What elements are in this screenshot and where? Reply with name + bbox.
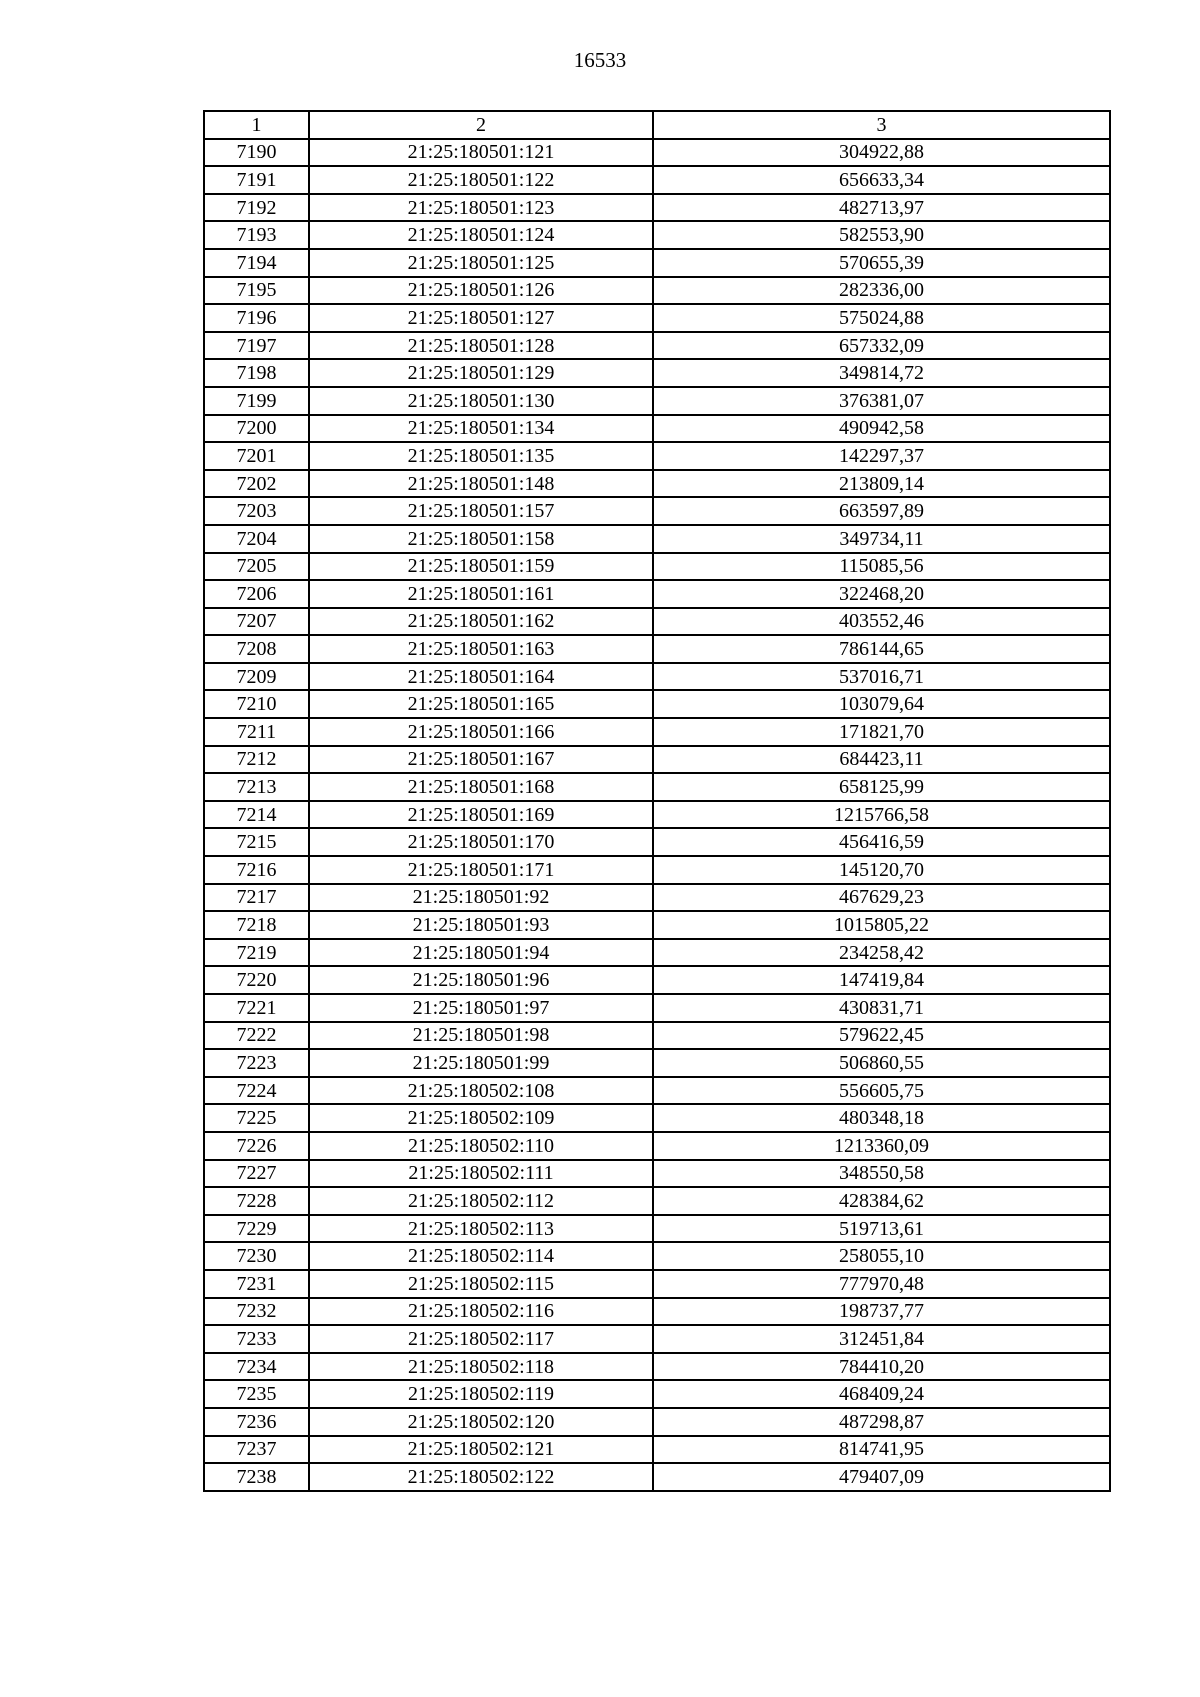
row-number-cell: 7194 bbox=[204, 249, 309, 277]
cadastral-number-cell: 21:25:180501:168 bbox=[309, 773, 653, 801]
value-cell: 171821,70 bbox=[653, 718, 1110, 746]
row-number-cell: 7199 bbox=[204, 387, 309, 415]
value-cell: 145120,70 bbox=[653, 856, 1110, 884]
table-row bbox=[204, 415, 1110, 443]
row-number-cell: 7207 bbox=[204, 608, 309, 636]
cadastral-number-cell: 21:25:180501:97 bbox=[309, 994, 653, 1022]
table-row bbox=[204, 1270, 1110, 1298]
row-number-cell: 7213 bbox=[204, 773, 309, 801]
cadastral-number-cell: 21:25:180501:92 bbox=[309, 884, 653, 912]
cadastral-number-cell: 21:25:180501:161 bbox=[309, 580, 653, 608]
table-row bbox=[204, 249, 1110, 277]
header-row bbox=[204, 111, 1110, 139]
table-row bbox=[204, 911, 1110, 939]
table-row bbox=[204, 221, 1110, 249]
table-row bbox=[204, 828, 1110, 856]
cadastral-number-cell: 21:25:180501:170 bbox=[309, 828, 653, 856]
registry-table bbox=[203, 110, 1111, 1492]
table-row bbox=[204, 1187, 1110, 1215]
cadastral-number-cell: 21:25:180501:171 bbox=[309, 856, 653, 884]
row-number-cell: 7215 bbox=[204, 828, 309, 856]
row-number-cell: 7191 bbox=[204, 166, 309, 194]
row-number-cell: 7212 bbox=[204, 746, 309, 774]
row-number-cell: 7208 bbox=[204, 635, 309, 663]
cadastral-number-cell: 21:25:180501:125 bbox=[309, 249, 653, 277]
value-cell: 468409,24 bbox=[653, 1380, 1110, 1408]
table-row bbox=[204, 277, 1110, 305]
cadastral-number-cell: 21:25:180501:96 bbox=[309, 966, 653, 994]
row-number-cell: 7234 bbox=[204, 1353, 309, 1381]
cadastral-number-cell: 21:25:180501:121 bbox=[309, 139, 653, 167]
table-body bbox=[204, 139, 1110, 1491]
table-row bbox=[204, 1325, 1110, 1353]
value-cell: 784410,20 bbox=[653, 1353, 1110, 1381]
table-row bbox=[204, 166, 1110, 194]
value-cell: 519713,61 bbox=[653, 1215, 1110, 1243]
value-cell: 376381,07 bbox=[653, 387, 1110, 415]
table-row bbox=[204, 1380, 1110, 1408]
value-cell: 487298,87 bbox=[653, 1408, 1110, 1436]
table-row bbox=[204, 1436, 1110, 1464]
table-row bbox=[204, 359, 1110, 387]
table-row bbox=[204, 746, 1110, 774]
table-row bbox=[204, 856, 1110, 884]
cadastral-number-cell: 21:25:180501:123 bbox=[309, 194, 653, 222]
table-row bbox=[204, 139, 1110, 167]
table-row bbox=[204, 332, 1110, 360]
cadastral-number-cell: 21:25:180501:163 bbox=[309, 635, 653, 663]
row-number-cell: 7237 bbox=[204, 1436, 309, 1464]
value-cell: 456416,59 bbox=[653, 828, 1110, 856]
row-number-cell: 7231 bbox=[204, 1270, 309, 1298]
table-header bbox=[204, 111, 1110, 139]
table-row bbox=[204, 1353, 1110, 1381]
value-cell: 658125,99 bbox=[653, 773, 1110, 801]
cadastral-number-cell: 21:25:180501:127 bbox=[309, 304, 653, 332]
cadastral-number-cell: 21:25:180501:134 bbox=[309, 415, 653, 443]
table-row bbox=[204, 525, 1110, 553]
row-number-cell: 7210 bbox=[204, 690, 309, 718]
value-cell: 490942,58 bbox=[653, 415, 1110, 443]
row-number-cell: 7229 bbox=[204, 1215, 309, 1243]
row-number-cell: 7214 bbox=[204, 801, 309, 829]
table-row bbox=[204, 194, 1110, 222]
cadastral-number-cell: 21:25:180501:94 bbox=[309, 939, 653, 967]
cadastral-number-cell: 21:25:180501:129 bbox=[309, 359, 653, 387]
cadastral-number-cell: 21:25:180502:115 bbox=[309, 1270, 653, 1298]
table-row bbox=[204, 1298, 1110, 1326]
header-cell-3: 3 bbox=[653, 111, 1110, 139]
cadastral-number-cell: 21:25:180501:99 bbox=[309, 1049, 653, 1077]
table-row bbox=[204, 994, 1110, 1022]
row-number-cell: 7203 bbox=[204, 497, 309, 525]
row-number-cell: 7190 bbox=[204, 139, 309, 167]
value-cell: 467629,23 bbox=[653, 884, 1110, 912]
cadastral-number-cell: 21:25:180501:126 bbox=[309, 277, 653, 305]
value-cell: 482713,97 bbox=[653, 194, 1110, 222]
cadastral-number-cell: 21:25:180502:119 bbox=[309, 1380, 653, 1408]
header-cell-2: 2 bbox=[309, 111, 653, 139]
value-cell: 1215766,58 bbox=[653, 801, 1110, 829]
value-cell: 312451,84 bbox=[653, 1325, 1110, 1353]
value-cell: 234258,42 bbox=[653, 939, 1110, 967]
table-row bbox=[204, 1242, 1110, 1270]
table-row bbox=[204, 663, 1110, 691]
value-cell: 579622,45 bbox=[653, 1022, 1110, 1050]
table-row bbox=[204, 884, 1110, 912]
value-cell: 1213360,09 bbox=[653, 1132, 1110, 1160]
value-cell: 213809,14 bbox=[653, 470, 1110, 498]
row-number-cell: 7225 bbox=[204, 1104, 309, 1132]
value-cell: 430831,71 bbox=[653, 994, 1110, 1022]
value-cell: 103079,64 bbox=[653, 690, 1110, 718]
table-row bbox=[204, 387, 1110, 415]
cadastral-number-cell: 21:25:180501:130 bbox=[309, 387, 653, 415]
table-row bbox=[204, 1104, 1110, 1132]
table-row bbox=[204, 497, 1110, 525]
value-cell: 506860,55 bbox=[653, 1049, 1110, 1077]
value-cell: 582553,90 bbox=[653, 221, 1110, 249]
cadastral-number-cell: 21:25:180502:108 bbox=[309, 1077, 653, 1105]
cadastral-number-cell: 21:25:180502:122 bbox=[309, 1463, 653, 1491]
row-number-cell: 7228 bbox=[204, 1187, 309, 1215]
value-cell: 258055,10 bbox=[653, 1242, 1110, 1270]
table-row bbox=[204, 1132, 1110, 1160]
header-cell-1: 1 bbox=[204, 111, 309, 139]
value-cell: 349734,11 bbox=[653, 525, 1110, 553]
table-row bbox=[204, 966, 1110, 994]
row-number-cell: 7197 bbox=[204, 332, 309, 360]
row-number-cell: 7226 bbox=[204, 1132, 309, 1160]
row-number-cell: 7193 bbox=[204, 221, 309, 249]
row-number-cell: 7200 bbox=[204, 415, 309, 443]
cadastral-number-cell: 21:25:180502:116 bbox=[309, 1298, 653, 1326]
row-number-cell: 7204 bbox=[204, 525, 309, 553]
row-number-cell: 7206 bbox=[204, 580, 309, 608]
table-row bbox=[204, 553, 1110, 581]
value-cell: 1015805,22 bbox=[653, 911, 1110, 939]
value-cell: 198737,77 bbox=[653, 1298, 1110, 1326]
value-cell: 147419,84 bbox=[653, 966, 1110, 994]
cadastral-number-cell: 21:25:180501:159 bbox=[309, 553, 653, 581]
table-row bbox=[204, 1049, 1110, 1077]
cadastral-number-cell: 21:25:180502:112 bbox=[309, 1187, 653, 1215]
table-row bbox=[204, 442, 1110, 470]
row-number-cell: 7223 bbox=[204, 1049, 309, 1077]
table-row bbox=[204, 690, 1110, 718]
row-number-cell: 7198 bbox=[204, 359, 309, 387]
value-cell: 570655,39 bbox=[653, 249, 1110, 277]
cadastral-number-cell: 21:25:180501:93 bbox=[309, 911, 653, 939]
value-cell: 786144,65 bbox=[653, 635, 1110, 663]
cadastral-number-cell: 21:25:180501:167 bbox=[309, 746, 653, 774]
row-number-cell: 7227 bbox=[204, 1160, 309, 1188]
page-number: 16533 bbox=[573, 48, 627, 72]
value-cell: 348550,58 bbox=[653, 1160, 1110, 1188]
row-number-cell: 7209 bbox=[204, 663, 309, 691]
row-number-cell: 7211 bbox=[204, 718, 309, 746]
cadastral-number-cell: 21:25:180502:117 bbox=[309, 1325, 653, 1353]
row-number-cell: 7230 bbox=[204, 1242, 309, 1270]
value-cell: 537016,71 bbox=[653, 663, 1110, 691]
table-row bbox=[204, 939, 1110, 967]
value-cell: 403552,46 bbox=[653, 608, 1110, 636]
cadastral-number-cell: 21:25:180502:118 bbox=[309, 1353, 653, 1381]
cadastral-number-cell: 21:25:180501:122 bbox=[309, 166, 653, 194]
row-number-cell: 7201 bbox=[204, 442, 309, 470]
row-number-cell: 7192 bbox=[204, 194, 309, 222]
table-row bbox=[204, 1077, 1110, 1105]
value-cell: 115085,56 bbox=[653, 553, 1110, 581]
value-cell: 684423,11 bbox=[653, 746, 1110, 774]
cadastral-number-cell: 21:25:180501:157 bbox=[309, 497, 653, 525]
value-cell: 304922,88 bbox=[653, 139, 1110, 167]
row-number-cell: 7217 bbox=[204, 884, 309, 912]
table-row bbox=[204, 1463, 1110, 1491]
value-cell: 814741,95 bbox=[653, 1436, 1110, 1464]
row-number-cell: 7233 bbox=[204, 1325, 309, 1353]
value-cell: 657332,09 bbox=[653, 332, 1110, 360]
value-cell: 428384,62 bbox=[653, 1187, 1110, 1215]
table-row bbox=[204, 470, 1110, 498]
cadastral-number-cell: 21:25:180501:158 bbox=[309, 525, 653, 553]
value-cell: 663597,89 bbox=[653, 497, 1110, 525]
row-number-cell: 7219 bbox=[204, 939, 309, 967]
table-row bbox=[204, 718, 1110, 746]
value-cell: 575024,88 bbox=[653, 304, 1110, 332]
row-number-cell: 7224 bbox=[204, 1077, 309, 1105]
row-number-cell: 7216 bbox=[204, 856, 309, 884]
row-number-cell: 7232 bbox=[204, 1298, 309, 1326]
row-number-cell: 7202 bbox=[204, 470, 309, 498]
cadastral-number-cell: 21:25:180502:109 bbox=[309, 1104, 653, 1132]
table-row bbox=[204, 1408, 1110, 1436]
row-number-cell: 7222 bbox=[204, 1022, 309, 1050]
cadastral-number-cell: 21:25:180501:128 bbox=[309, 332, 653, 360]
row-number-cell: 7236 bbox=[204, 1408, 309, 1436]
value-cell: 142297,37 bbox=[653, 442, 1110, 470]
row-number-cell: 7235 bbox=[204, 1380, 309, 1408]
row-number-cell: 7238 bbox=[204, 1463, 309, 1491]
row-number-cell: 7220 bbox=[204, 966, 309, 994]
table-row bbox=[204, 801, 1110, 829]
cadastral-number-cell: 21:25:180501:148 bbox=[309, 470, 653, 498]
cadastral-number-cell: 21:25:180502:121 bbox=[309, 1436, 653, 1464]
value-cell: 480348,18 bbox=[653, 1104, 1110, 1132]
cadastral-number-cell: 21:25:180501:169 bbox=[309, 801, 653, 829]
cadastral-number-cell: 21:25:180502:113 bbox=[309, 1215, 653, 1243]
row-number-cell: 7196 bbox=[204, 304, 309, 332]
table-row bbox=[204, 1160, 1110, 1188]
row-number-cell: 7221 bbox=[204, 994, 309, 1022]
table-row bbox=[204, 608, 1110, 636]
cadastral-number-cell: 21:25:180502:111 bbox=[309, 1160, 653, 1188]
table-row bbox=[204, 1215, 1110, 1243]
cadastral-number-cell: 21:25:180501:98 bbox=[309, 1022, 653, 1050]
value-cell: 322468,20 bbox=[653, 580, 1110, 608]
table-row bbox=[204, 580, 1110, 608]
value-cell: 479407,09 bbox=[653, 1463, 1110, 1491]
cadastral-number-cell: 21:25:180501:135 bbox=[309, 442, 653, 470]
cadastral-number-cell: 21:25:180501:164 bbox=[309, 663, 653, 691]
row-number-cell: 7205 bbox=[204, 553, 309, 581]
cadastral-number-cell: 21:25:180501:165 bbox=[309, 690, 653, 718]
value-cell: 656633,34 bbox=[653, 166, 1110, 194]
table-row bbox=[204, 635, 1110, 663]
value-cell: 349814,72 bbox=[653, 359, 1110, 387]
table-row bbox=[204, 304, 1110, 332]
cadastral-number-cell: 21:25:180502:114 bbox=[309, 1242, 653, 1270]
row-number-cell: 7218 bbox=[204, 911, 309, 939]
cadastral-number-cell: 21:25:180501:124 bbox=[309, 221, 653, 249]
table-row bbox=[204, 773, 1110, 801]
cadastral-number-cell: 21:25:180502:120 bbox=[309, 1408, 653, 1436]
cadastral-number-cell: 21:25:180501:166 bbox=[309, 718, 653, 746]
row-number-cell: 7195 bbox=[204, 277, 309, 305]
table-row bbox=[204, 1022, 1110, 1050]
value-cell: 777970,48 bbox=[653, 1270, 1110, 1298]
cadastral-number-cell: 21:25:180502:110 bbox=[309, 1132, 653, 1160]
cadastral-number-cell: 21:25:180501:162 bbox=[309, 608, 653, 636]
value-cell: 556605,75 bbox=[653, 1077, 1110, 1105]
value-cell: 282336,00 bbox=[653, 277, 1110, 305]
